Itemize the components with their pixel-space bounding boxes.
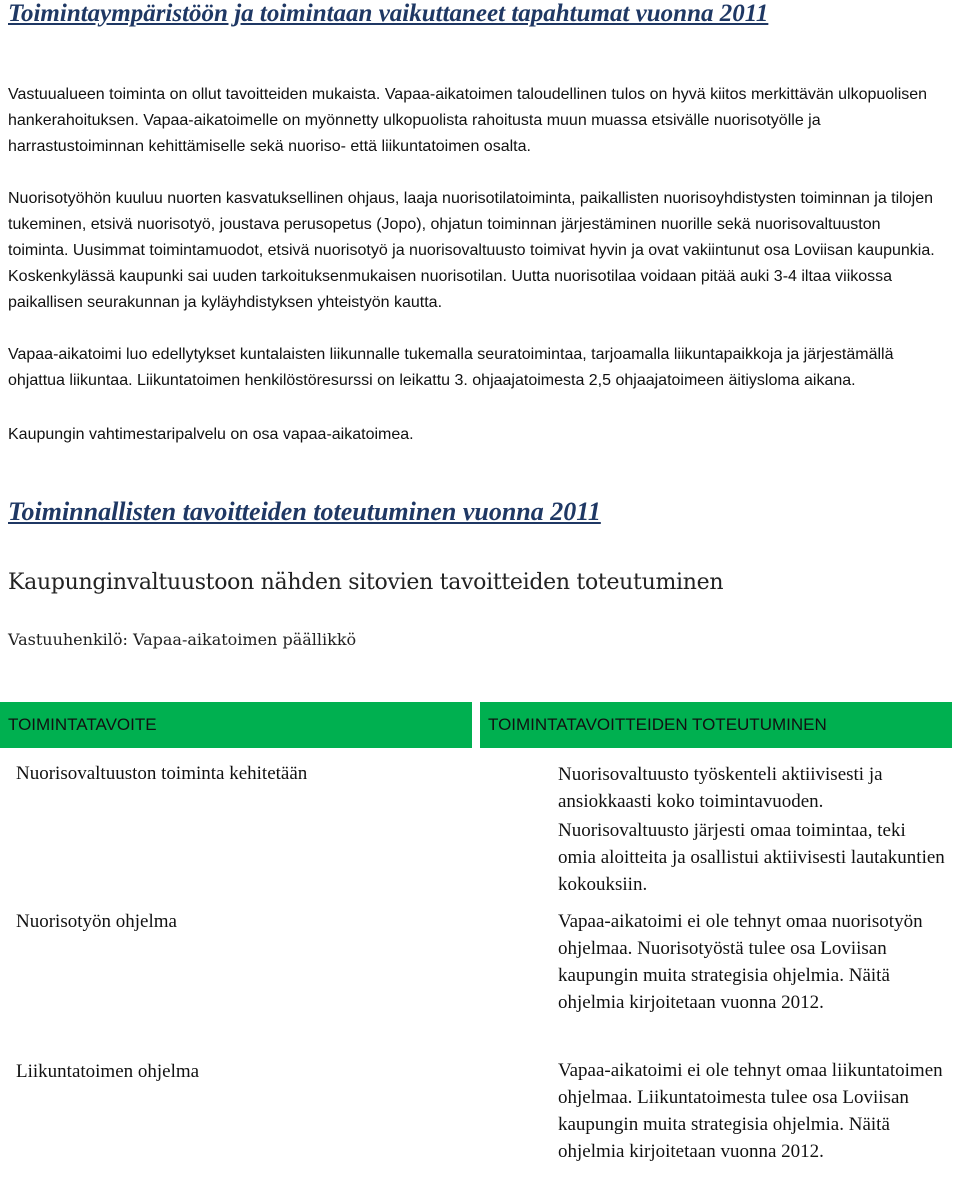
table-header-goal: TOIMINTATAVOITE xyxy=(0,702,472,748)
council-goals-subtitle: Kaupunginvaltuustoon nähden sitovien tavoitteiden toteutuminen xyxy=(8,570,724,595)
goals-title: Toiminnallisten tavoitteiden toteutuminen vuonna 2011 xyxy=(8,497,601,526)
outcome-cell-extra: Nuorisovaltuusto järjesti omaa toimintaa, teki omia aloitteita ja osallistui aktiivisesti lautakuntien kokouksiin. xyxy=(558,820,945,895)
section-title: Toimintaympäristöön ja toimintaan vaikuttaneet tapahtumat vuonna 2011 xyxy=(8,0,769,27)
paragraph-caretaker: Kaupungin vahtimestaripalvelu on osa vapaa-aikatoimea. xyxy=(8,426,414,443)
paragraph-sports: Vapaa-aikatoimi luo edellytykset kuntalaisten liikunnalle tukemalla seuratoimintaa, tarjoamalla liikuntapaikkoja ja järjestämällä ohjattua liikuntaa. Liikuntatoimen henkilöstöresurssi on leikattu 3. ohjaajatoimesta 2,5 ohjaajatoimeen äitiysloma aikana. xyxy=(8,346,894,389)
goal-cell: Nuorisotyön ohjelma xyxy=(16,911,177,932)
goal-cell: Liikuntatoimen ohjelma xyxy=(16,1061,200,1082)
responsible-person: Vastuuhenkilö: Vapaa-aikatoimen päällikkö xyxy=(8,630,357,649)
goals-table xyxy=(0,702,952,1198)
outcome-cell: Vapaa-aikatoimi ei ole tehnyt omaa nuorisotyön ohjelmaa. Nuorisotyöstä tulee osa Loviisan kaupungin muita strategisia ohjelmia. Näitä ohjelmia kirjoitetaan vuonna 2012. xyxy=(558,911,923,1013)
paragraph-youth-work: Nuorisotyöhön kuuluu nuorten kasvatuksellinen ohjaus, laaja nuorisotilatoiminta, paikallisten nuorisoyhdistysten toiminnan ja tilojen tukeminen, etsivä nuorisotyö, joustava perusopetus (Jopo), ohjatun toiminnan järjestäminen nuorille sekä nuorisovaltuuston toiminta. Uusimmat toimintamuodot, etsivä nuorisotyö ja nuorisovaltuusto toimivat hyvin ja ovat vakiintunut osa Loviisan kaupunkia. Koskenkylässä kaupunki sai uuden tarkoituksenmukaisen nuorisotilan. Uutta nuorisotilaa voidaan pitää auki 3-4 iltaa viikossa paikallisen seurakunnan ja kyläyhdistyksen yhteistyön kautta. xyxy=(8,190,935,311)
outcome-cell: Vapaa-aikatoimi ei ole tehnyt omaa liikuntatoimen ohjelmaa. Liikuntatoimesta tulee osa Loviisan kaupungin muita strategisia ohjelmia. Näitä ohjelmia kirjoitetaan vuonna 2012. xyxy=(558,1060,943,1162)
outcome-cell: Nuorisovaltuusto työskenteli aktiivisesti ja ansiokkaasti koko toimintavuoden. xyxy=(558,764,883,812)
paragraph-overview: Vastuualueen toiminta on ollut tavoitteiden mukaista. Vapaa-aikatoimen taloudellinen tulos on hyvä kiitos merkittävän ulkopuolisen hankerahoituksen. Vapaa-aikatoimelle on myönnetty ulkopuolista rahoitusta muun muassa etsivälle nuorisotyölle ja harrastustoiminnan kehittämiselle sekä nuoriso- että liikuntatoimen osalta. xyxy=(8,86,928,155)
table-header-outcome: TOIMINTATAVOITTEIDEN TOTEUTUMINEN xyxy=(480,702,952,748)
goal-cell: Nuorisovaltuuston toiminta kehitetään xyxy=(16,763,308,784)
